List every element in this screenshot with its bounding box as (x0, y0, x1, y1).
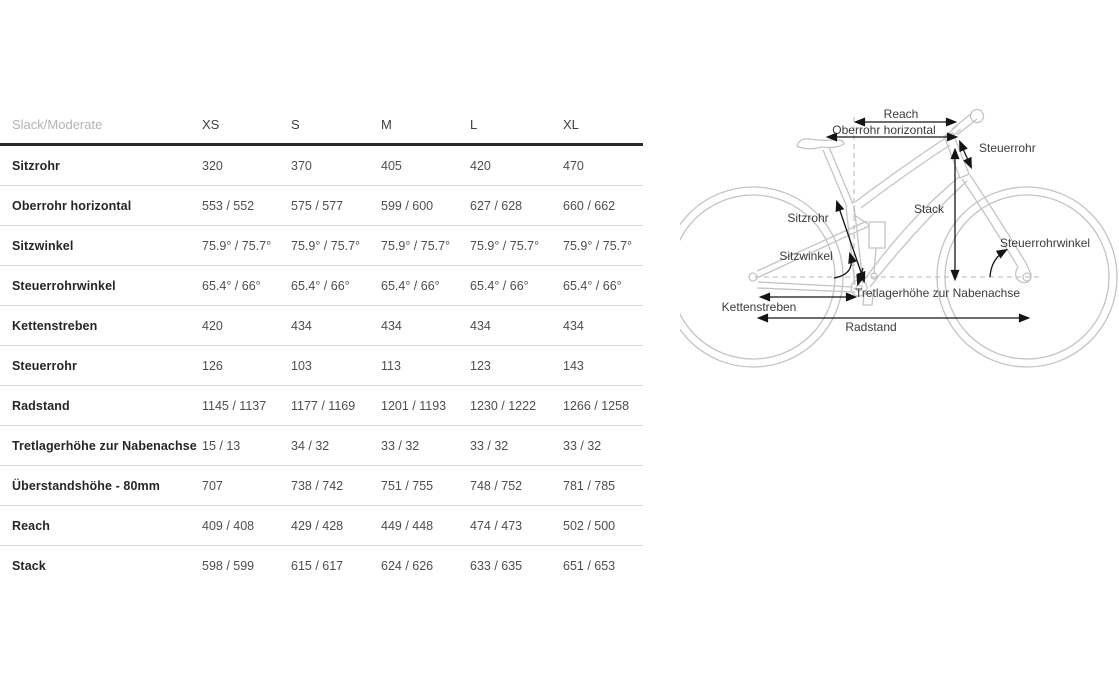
cell-value: 598 / 599 (202, 559, 255, 573)
cell-value: 474 / 473 (470, 518, 523, 533)
cell-value: 738 / 742 (291, 478, 344, 493)
row-label: Radstand (12, 398, 70, 413)
bike-geometry-diagram (680, 95, 1119, 395)
dimension-labels (722, 107, 1090, 334)
cell-value: 707 (202, 478, 223, 493)
row-label: Oberrohr horizontal (12, 198, 132, 213)
tretlager-label: Tretlagerhöhe zur Nabenachse (855, 286, 1020, 300)
cell-value: 405 (381, 158, 402, 173)
table-row (0, 226, 643, 266)
cell-value: 33 / 32 (381, 438, 420, 453)
cell-value: 75.9° / 75.7° (470, 238, 540, 253)
cell-value: 429 / 428 (291, 518, 344, 533)
cell-value: 1266 / 1258 (563, 398, 630, 413)
cell-value: 75.9° / 75.7° (202, 238, 272, 253)
cell-value: 434 (381, 318, 402, 333)
cell-value: 1145 / 1137 (202, 398, 267, 413)
cell-value: 103 (291, 358, 312, 373)
table-row (0, 186, 643, 226)
cell-value: 434 (563, 318, 584, 333)
cell-value: 615 / 617 (291, 559, 344, 573)
cell-value: 34 / 32 (291, 438, 330, 453)
steuerrohrwinkel-angle-arc (990, 250, 1006, 277)
table-row (0, 386, 643, 426)
cell-value: 553 / 552 (202, 198, 255, 213)
cell-value: 65.4° / 66° (470, 278, 529, 293)
row-label: Steuerrohrwinkel (12, 278, 116, 293)
size-header-xl: XL (563, 116, 579, 132)
table-header-row (0, 105, 643, 146)
cell-value: 15 / 13 (202, 438, 241, 453)
cell-value: 434 (470, 318, 491, 333)
cell-value: 470 (563, 158, 584, 173)
cell-value: 624 / 626 (381, 559, 434, 573)
cell-value: 126 (202, 358, 223, 373)
row-label: Sitzrohr (12, 158, 61, 173)
kettenstreben-label: Kettenstreben (721, 300, 797, 314)
radstand-label: Radstand (845, 320, 897, 334)
cell-value: 1177 / 1169 (291, 398, 356, 413)
cell-value: 33 / 32 (563, 438, 602, 453)
cell-value: 599 / 600 (381, 198, 434, 213)
size-header-m: M (381, 116, 392, 132)
row-label: Tretlagerhöhe zur Nabenachse (12, 438, 197, 453)
row-label: Sitzwinkel (12, 238, 74, 253)
cell-value: 75.9° / 75.7° (381, 238, 451, 253)
row-label: Kettenstreben (12, 318, 98, 333)
cell-value: 370 (291, 158, 312, 173)
cell-value: 748 / 752 (470, 478, 523, 493)
sitzrohr-arrow (837, 202, 864, 281)
stack-label: Stack (913, 202, 945, 216)
size-header-l: L (470, 116, 478, 132)
cell-value: 409 / 408 (202, 518, 255, 533)
cell-value: 65.4° / 66° (291, 278, 350, 293)
size-header-s: S (291, 116, 300, 132)
table-row (0, 146, 643, 186)
cell-value: 575 / 577 (291, 198, 344, 213)
size-header-xs: XS (202, 116, 220, 132)
reach-label: Reach (883, 107, 919, 121)
row-label: Steuerrohr (12, 358, 77, 373)
cell-value: 65.4° / 66° (202, 278, 261, 293)
table-row (0, 546, 643, 586)
row-label: Überstandshöhe - 80mm (12, 478, 160, 493)
cell-value: 420 (202, 318, 223, 333)
table-row (0, 266, 643, 306)
sitzrohr-label: Sitzrohr (787, 211, 829, 225)
cell-value: 633 / 635 (470, 559, 523, 573)
cell-value: 651 / 653 (563, 559, 616, 573)
cell-value: 65.4° / 66° (563, 278, 622, 293)
table-row (0, 346, 643, 386)
sitzwinkel-label: Sitzwinkel (779, 249, 833, 263)
cell-value: 33 / 32 (470, 438, 509, 453)
cell-value: 75.9° / 75.7° (291, 238, 361, 253)
geometry-table (0, 105, 643, 586)
cell-value: 434 (291, 318, 312, 333)
cell-value: 75.9° / 75.7° (563, 238, 633, 253)
cell-value: 143 (563, 358, 584, 373)
table-row (0, 506, 643, 546)
cell-value: 113 (381, 358, 401, 373)
table-row (0, 426, 643, 466)
cell-value: 781 / 785 (563, 478, 616, 493)
cell-value: 751 / 755 (381, 478, 434, 493)
steuerrohrwinkel-label: Steuerrohrwinkel (1000, 236, 1091, 250)
cell-value: 502 / 500 (563, 518, 616, 533)
cell-value: 627 / 628 (470, 198, 523, 213)
row-label: Reach (12, 518, 51, 533)
cell-value: 449 / 448 (381, 518, 434, 533)
cell-value: 660 / 662 (563, 198, 616, 213)
table-row (0, 306, 643, 346)
cell-value: 420 (470, 158, 491, 173)
cell-value: 1230 / 1222 (470, 398, 537, 413)
table-title: Slack/Moderate (12, 116, 103, 132)
cell-value: 65.4° / 66° (381, 278, 440, 293)
cell-value: 1201 / 1193 (381, 398, 447, 413)
cell-value: 320 (202, 158, 223, 173)
cell-value: 123 (470, 358, 491, 373)
oberrohr-label: Oberrohr horizontal (832, 123, 936, 137)
table-row (0, 466, 643, 506)
steuerrohr-label: Steuerrohr (979, 141, 1036, 155)
row-label: Stack (12, 559, 46, 573)
